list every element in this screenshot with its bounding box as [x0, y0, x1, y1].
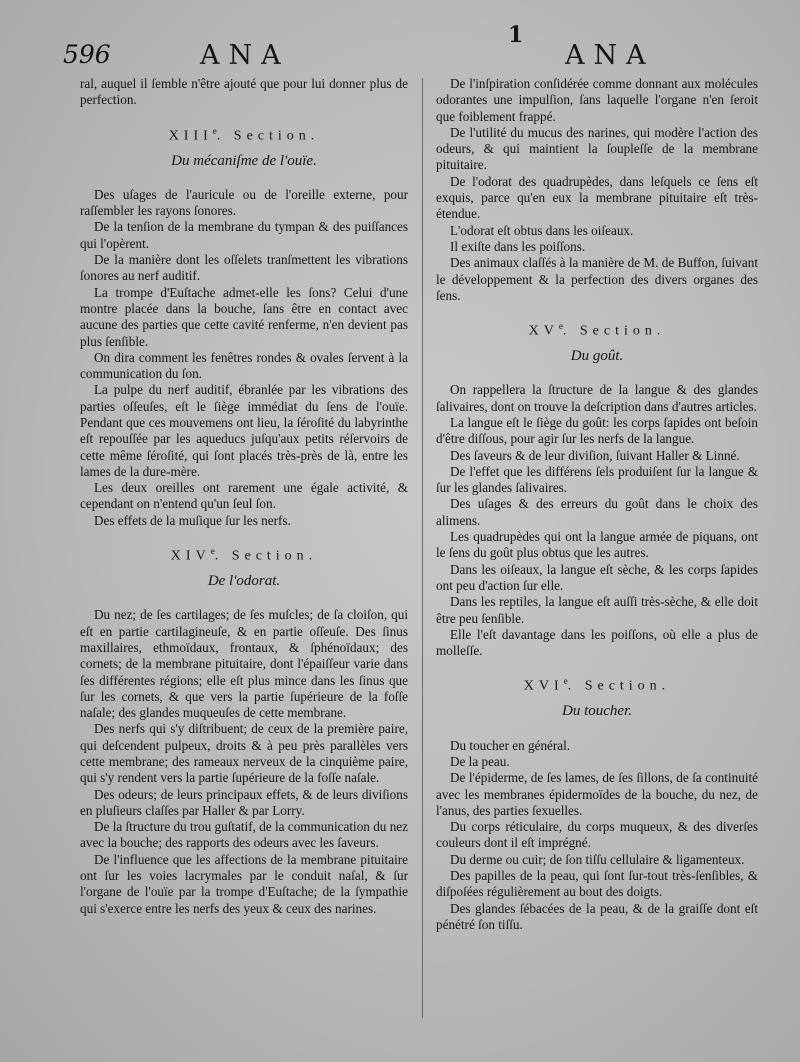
paragraph: Il exiſte dans les poiſſons.	[450, 238, 586, 254]
paragraph: De la peau.	[450, 754, 510, 769]
section-sup: e	[563, 676, 568, 687]
paragraph: La trompe d'Euſtache admet-elle les ſons? Celui d'une montre placée dans la bouche, ſans être en contact avec aucune des parties que cette cavité renferme, n'en devient pas plus ſenſible.	[80, 284, 408, 349]
running-head-right: ANA	[565, 40, 655, 71]
left-column	[80, 76, 408, 917]
section-number: XV	[528, 323, 559, 339]
running-head-left: ANA	[200, 40, 290, 71]
paragraph: Des uſages & des erreurs du goût dans le choix des alimens.	[436, 496, 758, 528]
paragraph: De la manière dont les oſſelets tranſmettent les vibrations ſonores au nerf auditif.	[80, 252, 408, 284]
section-label: . Section.	[214, 548, 318, 564]
paragraph: De l'effet que les différens ſels produiſent ſur la langue & ſur les glandes ſalivaires.	[436, 463, 758, 496]
section-label: . Section.	[216, 128, 320, 144]
section-heading-15	[436, 318, 758, 340]
section-sup: e	[212, 125, 217, 136]
paragraph: Dans les oiſeaux, la langue eſt sèche, & les corps ſapides ont peu d'action ſur elle.	[436, 561, 758, 593]
section-heading-14	[80, 543, 408, 565]
paragraph: Des odeurs; de leurs principaux effets, & de leurs diviſions en pluſieurs claſſes par Haller & par Lorry.	[80, 786, 408, 818]
section-heading-16	[436, 673, 758, 695]
paragraph: Les deux oreilles ont rarement une égale activité, & cependant on n'entend qu'un ſeul ſon.	[80, 480, 408, 512]
column-divider	[422, 78, 423, 1018]
paragraph: ral, auquel il ſemble n'être ajouté que pour lui donner plus de perfection.	[80, 76, 408, 108]
paragraph: On rappellera la ſtructure de la langue & des glandes ſalivaires, dont on trouve la deſcription dans d'autres articles.	[436, 382, 758, 414]
paragraph: Des papilles de la peau, qui ſont ſur-tout très-ſenſibles, & diſpoſées régulièrement au bout des doigts.	[436, 868, 758, 900]
paragraph: De la ſtructure du trou guſtatif, de la communication du nez avec la bouche; des rapports des odeurs avec les ſaveurs.	[80, 819, 408, 851]
paragraph: De l'épiderme, de ſes lames, de ſes ſillons, de ſa continuité avec les membranes épidermoïdes de la bouche, du nez, de l'anus, des parties ſexuelles.	[436, 770, 758, 818]
paragraph: L'odorat eſt obtus dans les oiſeaux.	[450, 222, 634, 238]
section-sup: e	[558, 321, 563, 332]
right-column	[436, 76, 758, 933]
section-heading-13	[80, 123, 408, 145]
paragraph: Du derme ou cuir; de ſon tiſſu cellulaire & ligamenteux.	[450, 851, 745, 867]
paragraph: De l'odorat des quadrupèdes, dans leſquels ce ſens eſt exquis, parce qu'en eux la membrane pituitaire eſt très-étendue.	[436, 173, 758, 222]
paragraph: Des glandes ſébacées de la peau, & de la graiſſe dont eſt pénétré ſon tiſſu.	[436, 900, 758, 932]
paragraph: Des nerfs qui s'y diſtribuent; de ceux de la première paire, qui deſcendent pulpeux, droits & à peu près parallèles vers cette membrane; des rameaux nerveux de la cinquième paire, qui s'y rendent vers la partie ſupérieure de la foſſe naſale.	[80, 721, 408, 786]
paragraph: De l'inſpiration conſidérée comme donnant aux molécules odorantes une impulſion, ſans laquelle l'organe n'en ſeroit que foiblement frappé.	[436, 76, 758, 124]
paragraph: De la tenſion de la membrane du tympan & des puiſſances qui l'opèrent.	[80, 219, 408, 251]
paragraph: Des effets de la muſique ſur les nerfs.	[94, 512, 291, 528]
paragraph: Elle l'eſt davantage dans les poiſſons, où elle a plus de molleſſe.	[436, 626, 758, 659]
section-number: XIV	[170, 548, 211, 564]
section-subtitle-13: Du mécaniſme de l'ouïe.	[171, 152, 317, 169]
paragraph: Des animaux claſſés à la manière de M. de Buffon, ſuivant le développement & la perfection des divers organes des ſens.	[436, 255, 758, 303]
paragraph: De l'utilité du mucus des narines, qui modère l'action des odeurs, & qui maintient la ſoupleſſe de la membrane pituitaire.	[436, 124, 758, 173]
paragraph: Des ſaveurs & de leur diviſion, ſuivant Haller & Linné.	[450, 447, 740, 463]
paragraph: Du corps réticulaire, du corps muqueux, & des diverſes couleurs dont il eſt imprégné.	[436, 819, 758, 851]
paragraph: La pulpe du nerf auditif, ébranlée par les vibrations des parties oſſeuſes, eſt le ſiège immédiat du ſens de l'ouïe. Pendant que ces mouvemens ont lieu, la ſéroſité du labyrinthe eſt repouſſée par les aqueducs juſqu'aux petits réſervoirs de cette même ſéroſité, qui ſont placés très-près de là, entre les lames de la dure-mère.	[80, 382, 408, 479]
paragraph: On dira comment les fenêtres rondes & ovales ſervent à la communication du ſon.	[80, 349, 408, 382]
paragraph: Du toucher en général.	[450, 737, 571, 753]
paragraph: Du nez; de ſes cartilages; de ſes muſcles; de ſa cloiſon, qui eſt en partie cartilagineuſe, & en partie oſſeuſe. Des ſinus maxillaires, ethmoïdaux, frontaux, & ſphénoïdaux; des cornets; de la membrane pituitaire, dont l'épaiſſeur varie dans ſes différentes régions; elle eſt plus mince dans les ſinus que ſur les cornets, & que vers la partie ſupérieure de la foſſe naſale; des glandes muqueuſes de cette membrane.	[80, 607, 408, 721]
section-subtitle-14: De l'odorat.	[207, 573, 281, 590]
section-label: . Section.	[567, 679, 671, 695]
section-subtitle-16: Du toucher.	[562, 703, 632, 720]
page-number: 596	[63, 40, 111, 69]
paragraph: De l'influence que les affections de la membrane pituitaire ont ſur les voies lacrymales par le conduit naſal, & ſur l'organe de l'ouïe par la trompe d'Euſtache; de la ſympathie qui s'exerce entre les nerfs des yeux & ceux des narines.	[80, 851, 408, 916]
paragraph: Dans les reptiles, la langue eſt auſſi très-sèche, & elle doit être peu ſenſible.	[436, 594, 758, 626]
paragraph: Des uſages de l'auricule ou de l'oreille externe, pour raſſembler les rayons ſonores.	[80, 186, 408, 219]
section-label: . Section.	[562, 323, 666, 339]
section-number: XVI	[523, 679, 564, 695]
section-sup: e	[210, 546, 215, 557]
printer-mark: 1	[508, 22, 524, 48]
paragraph: Les quadrupèdes qui ont la langue armée de piquans, ont le ſens du goût plus obtus que les autres.	[436, 529, 758, 561]
section-subtitle-15: Du goût.	[570, 348, 624, 365]
paragraph: La langue eſt le ſiège du goût: les corps ſapides ont beſoin d'être diſſous, pour agir ſur les nerfs de la langue.	[436, 415, 758, 447]
section-number: XIII	[168, 128, 213, 144]
